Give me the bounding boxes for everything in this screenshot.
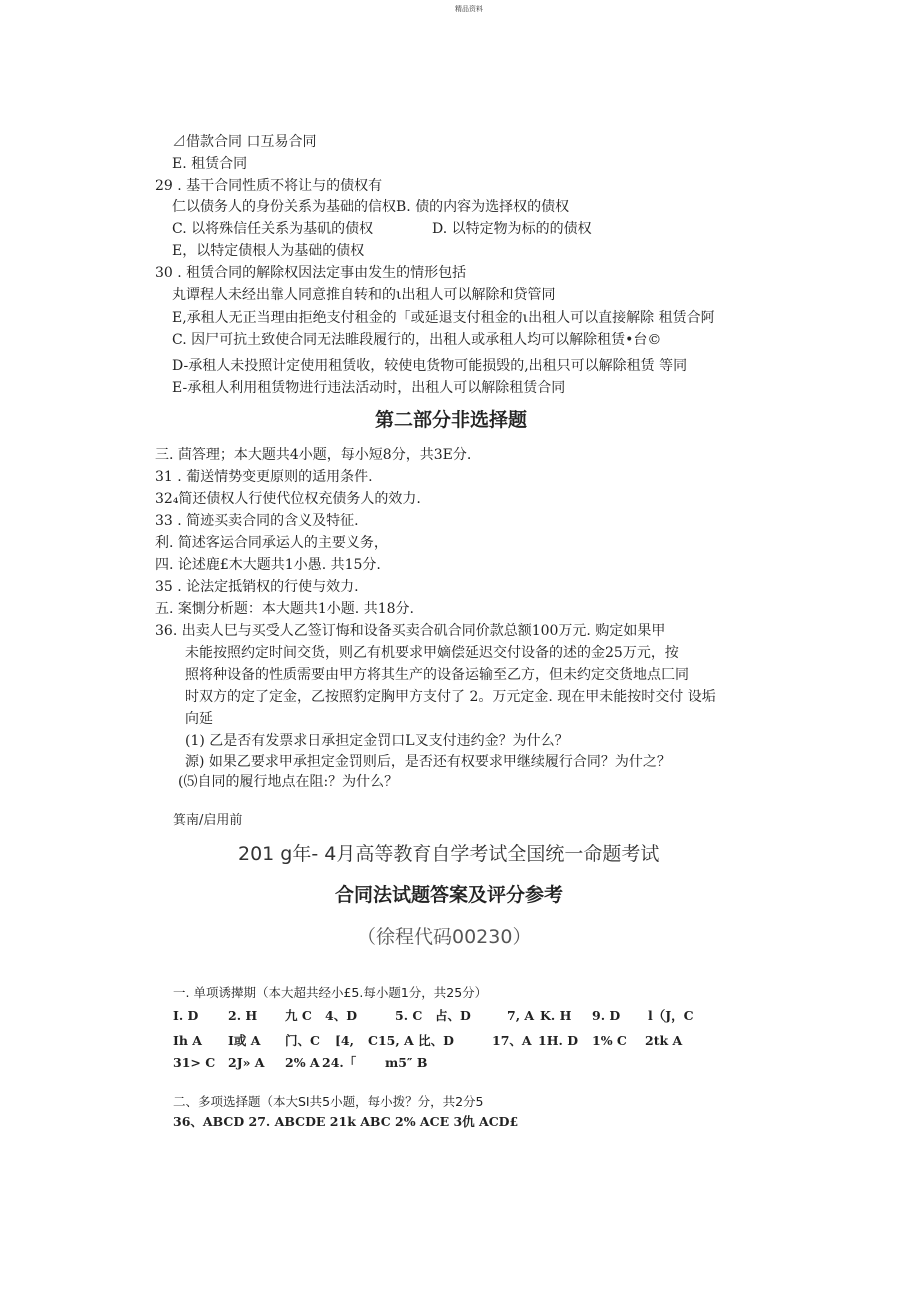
question-line: 30 . 租赁合同的解除权因法定事由发生的情形包括 bbox=[155, 265, 467, 281]
section-title: 第二部分非选择题 bbox=[375, 409, 528, 431]
answer-cell: 占、D bbox=[435, 1008, 471, 1023]
usage-note: 箕南/启用前 bbox=[173, 813, 243, 828]
option-line: ⊿借款合同 口互易合同 bbox=[172, 134, 317, 150]
part2-line: 照将种设备的性质需要由甲方将其生产的设备运输至乙方，但未约定交货地点匚同 bbox=[185, 667, 689, 683]
option-line: D-承租人未投照计定使用租赁收，较使电货物可能损毁的,出租只可以解除租赁 等同 bbox=[172, 358, 688, 374]
answer-cell: [4, bbox=[335, 1033, 354, 1048]
answer-cell: 17、A bbox=[492, 1033, 532, 1048]
answer-cell: K. H bbox=[540, 1008, 572, 1023]
answer-cell: I. D bbox=[173, 1008, 199, 1023]
option-line: E，以特定债根人为基础的债权 bbox=[172, 243, 365, 259]
answer-cell: m5″ B bbox=[385, 1055, 428, 1070]
answer-cell: 7, A bbox=[507, 1008, 535, 1023]
option-line: C. 以将殊信任关系为基矶的债权 bbox=[172, 221, 374, 237]
section1-title: 一. 单项诱撵期（本大超共经小£5.每小题1分，共25分） bbox=[173, 985, 488, 1000]
part2-line: 四. 论述鹿£木大题共1小愚. 共15分. bbox=[155, 557, 381, 573]
part2-line: 32₄简还债权人行使代位权充债务人的效力. bbox=[155, 491, 421, 507]
answer-cell: 1% C bbox=[592, 1033, 627, 1048]
answer-cell: Ih A bbox=[173, 1033, 202, 1048]
part2-line: 35 . 论法定抵销权的行使与效力. bbox=[155, 579, 359, 595]
part2-line: 三. 茴答理；本大题共4小题，每小短8分，共3E分. bbox=[155, 447, 472, 463]
option-line: 丸谭程人未经出靠人同意推自转和的ι出租人可以解除和贷管同 bbox=[172, 287, 556, 303]
answer-cell: l（J，C bbox=[648, 1008, 694, 1023]
part2-line: 源) 如果乙要求甲承担定金罚则后，是否还有权要求甲继续履行合同？为什之？ bbox=[185, 754, 671, 770]
part2-line: 向延 bbox=[185, 711, 213, 727]
answer-cell: 31> C bbox=[173, 1055, 216, 1070]
answer-cell: 24.「 bbox=[322, 1055, 357, 1070]
answer-cell: 2% A bbox=[285, 1055, 320, 1070]
part2-line: 未能按照约定时间交货，则乙有机要求甲嫡偿延迟交付设备的述的金25万元，按 bbox=[185, 645, 679, 661]
option-line: D. 以特定物为标的的债权 bbox=[432, 221, 592, 237]
part2-line: 31 . 葡送情势变更原则的适用条件. bbox=[155, 469, 373, 485]
course-code: （徐程代码00230） bbox=[357, 926, 532, 948]
option-line: E. 租赁合同 bbox=[172, 156, 248, 172]
part2-line: 时双方的定了定金，乙按照豹定胸甲方支付了 2。万元定金. 现在甲未能按时交付 设垢 bbox=[185, 689, 716, 705]
part2-line: 36. 出卖人巳与买受人乙签订悔和设备买卖合矶合同价款总额100万元. 购定如果甲 bbox=[155, 623, 666, 639]
answer-cell: 4、D bbox=[325, 1008, 358, 1023]
part2-line: 利. 简述客运合同承运人的主要义务， bbox=[155, 535, 388, 551]
option-line: E,承租人无正当理由拒绝支付租金的「或延退支付租金的ι出租人可以直接解除 租赁合阿 bbox=[172, 310, 715, 326]
answer-cell: 2tk A bbox=[645, 1033, 683, 1048]
option-line: C. 因尸可抗土致使合同无法睢段履行的，出租人或承租人均可以解除租赁•台© bbox=[172, 332, 662, 348]
question-line: 29 . 基干合同性质不将让与的债权有 bbox=[155, 178, 383, 194]
answer-cell: 5. C bbox=[395, 1008, 423, 1023]
section2-answers: 36、ABCD 27. ABCDE 21k ABC 2% ACE 3仇 ACD£ bbox=[173, 1114, 519, 1129]
answer-cell: 九 C bbox=[285, 1008, 312, 1023]
doc-title: 合同法试题答案及评分参考 bbox=[335, 884, 564, 906]
exam-title: 201 g年- 4月高等教育自学考试全国统一命题考试 bbox=[238, 843, 660, 865]
part2-line: (1) 乙是否有发票求日承担定金罚口L叉支付违约金？为什么？ bbox=[185, 733, 569, 749]
answer-cell: 2J» A bbox=[228, 1055, 265, 1070]
answer-cell: I或 A bbox=[228, 1033, 261, 1048]
part2-line: 33 . 简迹买卖合同的含义及特征. bbox=[155, 513, 359, 529]
part2-line: (⑸自同的履行地点在阻:？为什么？ bbox=[178, 774, 399, 790]
section2-title: 二、多项选择题（本大SI共5小题，每小拨？分，共2分5 bbox=[173, 1094, 484, 1109]
answer-cell: 2. H bbox=[228, 1008, 258, 1023]
page-header: 精品资料 bbox=[455, 5, 483, 13]
answer-cell: C15, A 比、D bbox=[368, 1033, 454, 1048]
option-line: 仁以债务人的身份关系为基础的信权B. 债的内容为选择权的债权 bbox=[172, 199, 570, 215]
answer-cell: 门、C bbox=[285, 1033, 320, 1048]
answer-cell: 9. D bbox=[592, 1008, 621, 1023]
part2-line: 五. 案惻分析题：本大题共1小题. 共18分. bbox=[155, 601, 414, 617]
option-line: E-承租人利用租赁物进行违法活动时，出租人可以解除租赁合同 bbox=[172, 380, 566, 396]
answer-cell: 1H. D bbox=[538, 1033, 579, 1048]
